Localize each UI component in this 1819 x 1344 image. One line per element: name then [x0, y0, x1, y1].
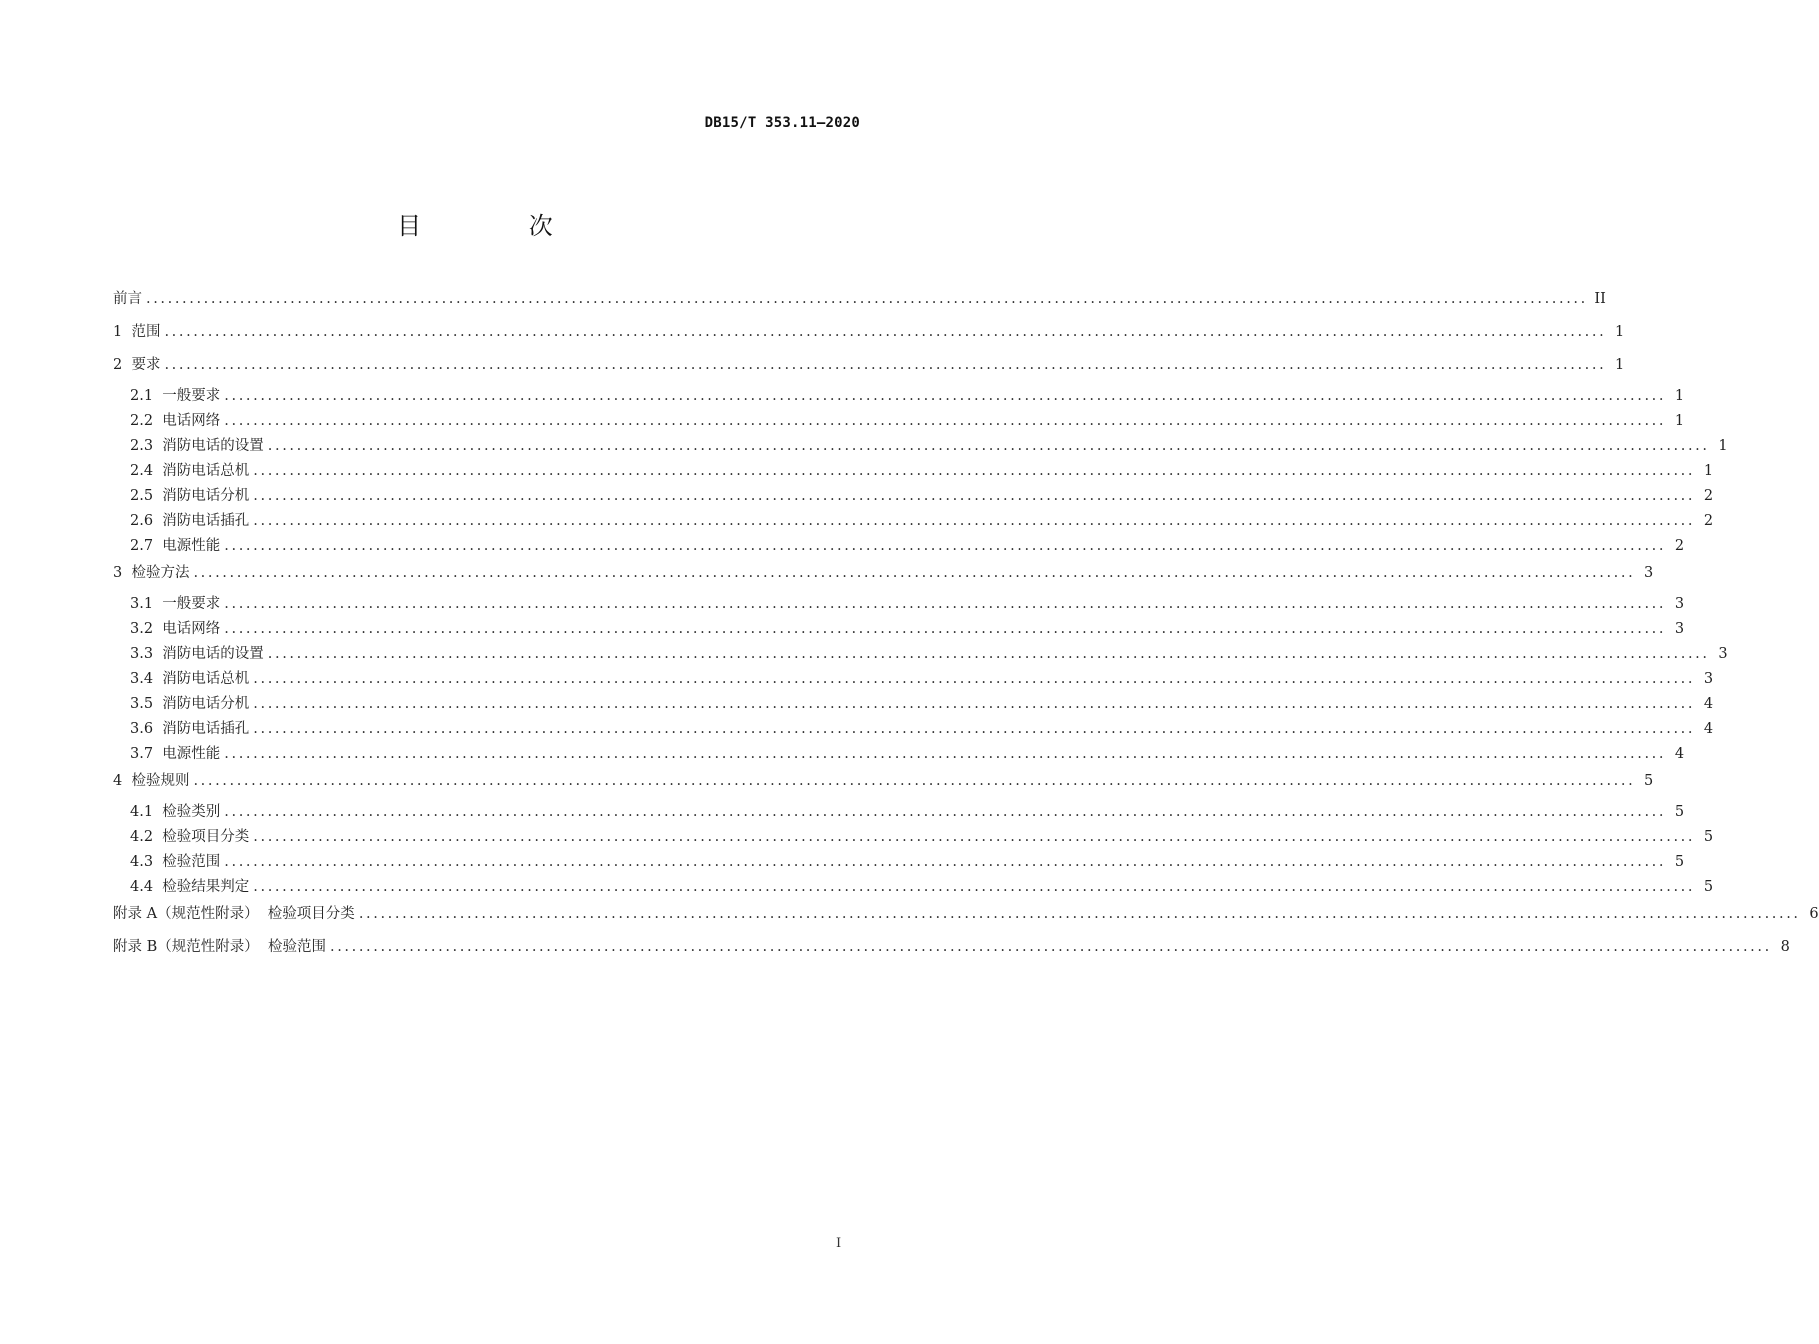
toc-entry-label: 附录 B（规范性附录） 检验范围: [113, 939, 326, 955]
toc-entry[interactable]: [113, 850, 1685, 875]
toc-entry-page: 5: [1644, 773, 1654, 789]
toc-entry[interactable]: [113, 509, 1714, 534]
toc-entry[interactable]: [113, 592, 1685, 617]
toc-entry-label: 2.5 消防电话分机: [130, 488, 250, 504]
page-title: 目 次: [397, 212, 603, 240]
toc-entry[interactable]: [113, 742, 1685, 767]
toc-entry-label: 2.4 消防电话总机: [130, 463, 250, 479]
toc-leader-dots: ........................................................................................................................................................................................................: [253, 721, 1696, 737]
toc-entry-page: 5: [1674, 854, 1685, 870]
toc-entry[interactable]: [113, 434, 1728, 459]
toc-entry[interactable]: [113, 692, 1714, 717]
toc-leader-dots: ........................................................................................................................................................................................................: [193, 565, 1636, 581]
toc-entry-page: 3: [1703, 671, 1714, 687]
toc-entry[interactable]: [113, 825, 1714, 850]
toc-leader-dots: ........................................................................................................................................................................................................: [253, 513, 1696, 529]
toc-entry-label: 1 范围: [113, 324, 161, 340]
toc-entry[interactable]: [113, 717, 1714, 742]
toc-entry-page: 8: [1780, 939, 1790, 955]
toc-entry[interactable]: [113, 534, 1685, 559]
toc-entry-label: 3.4 消防电话总机: [130, 671, 250, 687]
toc-entry[interactable]: [113, 559, 1654, 592]
toc-entry-label: 前言: [113, 291, 142, 307]
toc-leader-dots: ........................................................................................................................................................................................................: [253, 463, 1696, 479]
toc-leader-dots: ........................................................................................................................................................................................................: [329, 939, 1772, 955]
toc-leader-dots: ........................................................................................................................................................................................................: [224, 388, 1667, 404]
toc-leader-dots: ........................................................................................................................................................................................................: [253, 879, 1696, 895]
toc-leader-dots: ........................................................................................................................................................................................................: [224, 621, 1667, 637]
toc-entry[interactable]: [113, 384, 1685, 409]
toc-leader-dots: ........................................................................................................................................................................................................: [253, 829, 1696, 845]
toc-entry-label: 4.2 检验项目分类: [130, 829, 250, 845]
toc-leader-dots: ........................................................................................................................................................................................................: [267, 438, 1710, 454]
toc-entry-label: 2 要求: [113, 357, 161, 373]
toc-entry[interactable]: [113, 900, 1819, 933]
toc-entry-label: 3.7 电源性能: [130, 746, 221, 762]
toc-entry-label: 3 检验方法: [113, 565, 190, 581]
toc-entry[interactable]: [113, 800, 1685, 825]
toc-leader-dots: ........................................................................................................................................................................................................: [224, 804, 1667, 820]
toc-leader-dots: ........................................................................................................................................................................................................: [164, 324, 1607, 340]
toc-entry[interactable]: [113, 409, 1685, 434]
toc-entry[interactable]: [113, 933, 1790, 966]
toc-entry-page: II: [1594, 291, 1606, 307]
toc-entry-page: 2: [1703, 488, 1714, 504]
toc-entry-page: 3: [1674, 621, 1685, 637]
toc-entry-page: 3: [1718, 646, 1728, 662]
toc-leader-dots: ........................................................................................................................................................................................................: [193, 773, 1636, 789]
toc-entry-page: 1: [1718, 438, 1728, 454]
toc-entry-page: 1: [1615, 357, 1625, 373]
toc-entry[interactable]: [113, 875, 1714, 900]
toc-leader-dots: ........................................................................................................................................................................................................: [224, 538, 1667, 554]
toc-entry-page: 4: [1674, 746, 1685, 762]
toc-leader-dots: ........................................................................................................................................................................................................: [253, 488, 1696, 504]
toc-entry-page: 5: [1674, 804, 1685, 820]
toc-entry-page: 2: [1703, 513, 1714, 529]
toc-entry-page: 5: [1703, 829, 1714, 845]
toc-entry-page: 4: [1703, 696, 1714, 712]
toc-leader-dots: ........................................................................................................................................................................................................: [224, 854, 1667, 870]
toc-entry-label: 2.7 电源性能: [130, 538, 221, 554]
toc-entry-label: 3.5 消防电话分机: [130, 696, 250, 712]
page-number: I: [836, 1236, 842, 1251]
toc-entry-page: 2: [1674, 538, 1685, 554]
toc-entry-label: 3.2 电话网络: [130, 621, 221, 637]
toc-entry-label: 4 检验规则: [113, 773, 190, 789]
toc-entry-label: 2.6 消防电话插孔: [130, 513, 250, 529]
toc-entry-label: 附录 A（规范性附录） 检验项目分类: [113, 906, 355, 922]
toc-entry[interactable]: [113, 484, 1714, 509]
toc-entry-page: 1: [1703, 463, 1714, 479]
toc-entry[interactable]: [113, 285, 1606, 318]
toc-entry[interactable]: [113, 318, 1625, 351]
toc-entry[interactable]: [113, 642, 1728, 667]
toc-leader-dots: ........................................................................................................................................................................................................: [253, 671, 1696, 687]
document-code: DB15/T 353.11—2020: [704, 115, 860, 131]
toc-entry-label: 2.1 一般要求: [130, 388, 221, 404]
toc-entry-page: 1: [1615, 324, 1625, 340]
toc-entry[interactable]: [113, 617, 1685, 642]
toc-entry-page: 3: [1674, 596, 1685, 612]
toc-entry-label: 2.2 电话网络: [130, 413, 221, 429]
toc-leader-dots: ........................................................................................................................................................................................................: [146, 291, 1588, 307]
toc-entry[interactable]: [113, 767, 1654, 800]
toc-entry-label: 3.3 消防电话的设置: [130, 646, 264, 662]
toc-entry[interactable]: [113, 459, 1714, 484]
toc-entry-label: 3.6 消防电话插孔: [130, 721, 250, 737]
toc-leader-dots: ........................................................................................................................................................................................................: [224, 596, 1667, 612]
toc-entry[interactable]: [113, 667, 1714, 692]
toc-leader-dots: ........................................................................................................................................................................................................: [358, 906, 1801, 922]
toc-leader-dots: ........................................................................................................................................................................................................: [253, 696, 1696, 712]
toc-entry-page: 6: [1809, 906, 1819, 922]
table-of-contents: [113, 285, 1819, 966]
toc-entry-page: 5: [1703, 879, 1714, 895]
toc-leader-dots: ........................................................................................................................................................................................................: [224, 746, 1667, 762]
toc-entry-label: 4.1 检验类别: [130, 804, 221, 820]
toc-leader-dots: ........................................................................................................................................................................................................: [224, 413, 1667, 429]
toc-entry-label: 4.3 检验范围: [130, 854, 221, 870]
toc-entry-page: 3: [1644, 565, 1654, 581]
toc-entry-page: 1: [1674, 388, 1685, 404]
toc-entry-label: 2.3 消防电话的设置: [130, 438, 264, 454]
toc-entry-label: 4.4 检验结果判定: [130, 879, 250, 895]
toc-entry[interactable]: [113, 351, 1625, 384]
toc-entry-page: 4: [1703, 721, 1714, 737]
toc-leader-dots: ........................................................................................................................................................................................................: [267, 646, 1710, 662]
toc-entry-label: 3.1 一般要求: [130, 596, 221, 612]
toc-leader-dots: ........................................................................................................................................................................................................: [164, 357, 1607, 373]
toc-entry-page: 1: [1674, 413, 1685, 429]
